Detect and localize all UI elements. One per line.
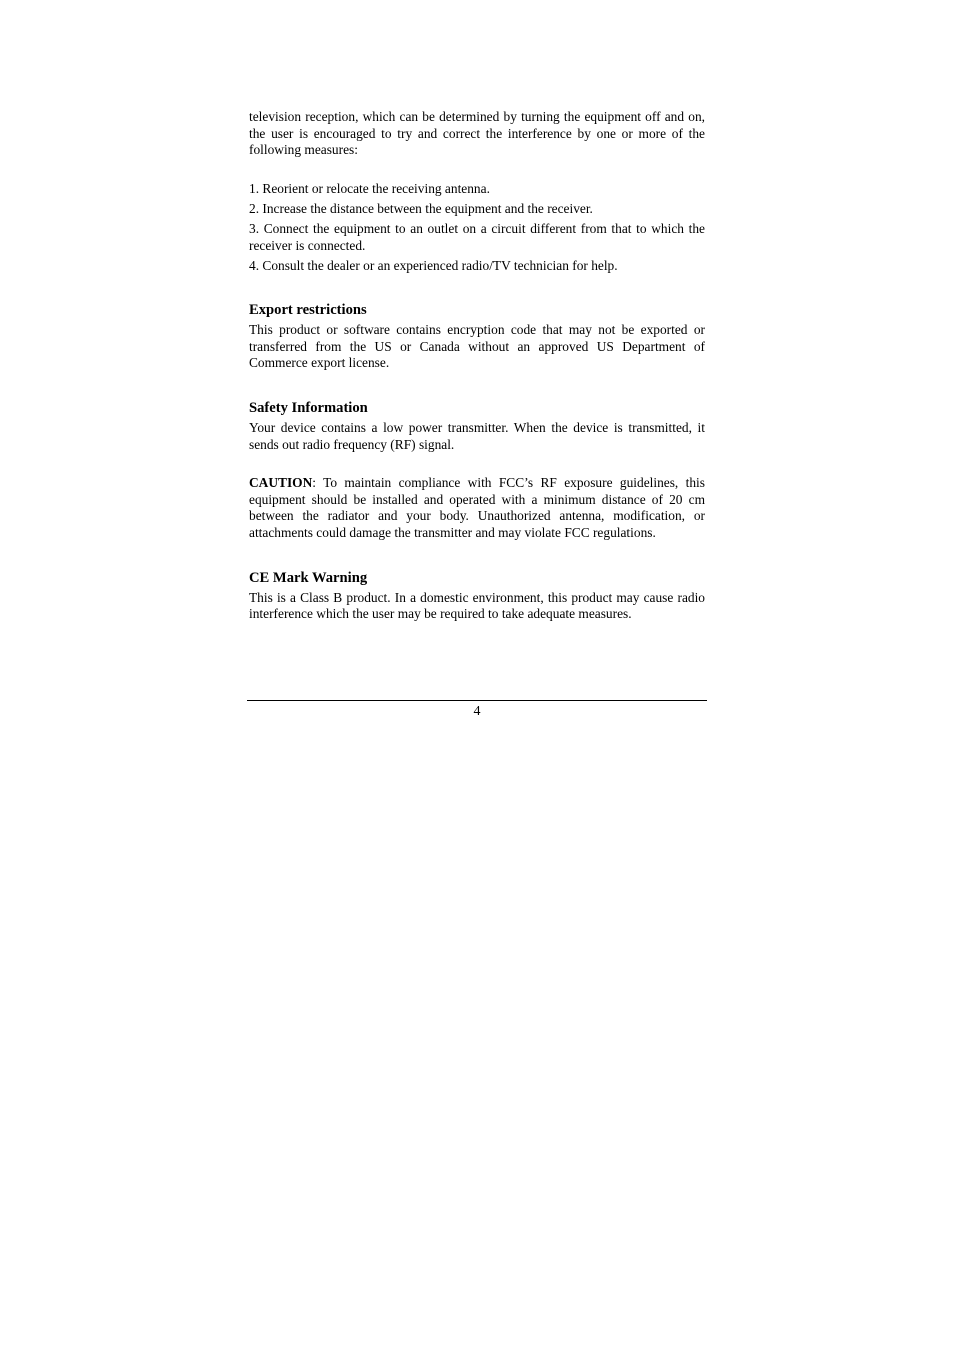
safety-body: Your device contains a low power transmitter. When the device is transmitted, it sends out radio frequency (RF) signal. [249,420,705,452]
list-item: 3. Connect the equipment to an outlet on a circuit different from that to which the receiver is connected. [249,220,705,253]
list-item: 4. Consult the dealer or an experienced radio/TV technician for help. [249,257,618,273]
safety-section [249,400,705,542]
measures-list [249,181,705,274]
caution-text: : To maintain compliance with FCC’s RF exposure guidelines, this equipment should be installed and operated with a minimum distance of 20 cm between the radiator and your body. Unauthorized antenna, modification, or attachments could damage the transmitter and may violate FCC regulations. [249,475,705,540]
footer-divider [247,700,707,701]
caution-label: CAUTION [249,475,313,491]
export-section [249,302,705,372]
export-heading: Export restrictions [249,302,367,319]
page-number: 4 [473,704,481,719]
ce-section [249,570,705,623]
export-body: This product or software contains encryption code that may not be exported or transferred from the US or Canada without an approved US Department of Commerce export license. [249,322,705,371]
list-item: 1. Reorient or relocate the receiving antenna. [249,180,490,196]
caution-paragraph [249,475,705,541]
intro-paragraph: television reception, which can be determined by turning the equipment off and on, the user is encouraged to try and correct the interference by one or more of the following measures: [249,109,705,158]
safety-heading: Safety Information [249,400,368,417]
page-content [249,109,705,623]
ce-body: This is a Class B product. In a domestic environment, this product may cause radio interference which the user may be required to take adequate measures. [249,589,705,622]
ce-heading: CE Mark Warning [249,569,368,586]
list-item: 2. Increase the distance between the equipment and the receiver. [249,200,593,216]
